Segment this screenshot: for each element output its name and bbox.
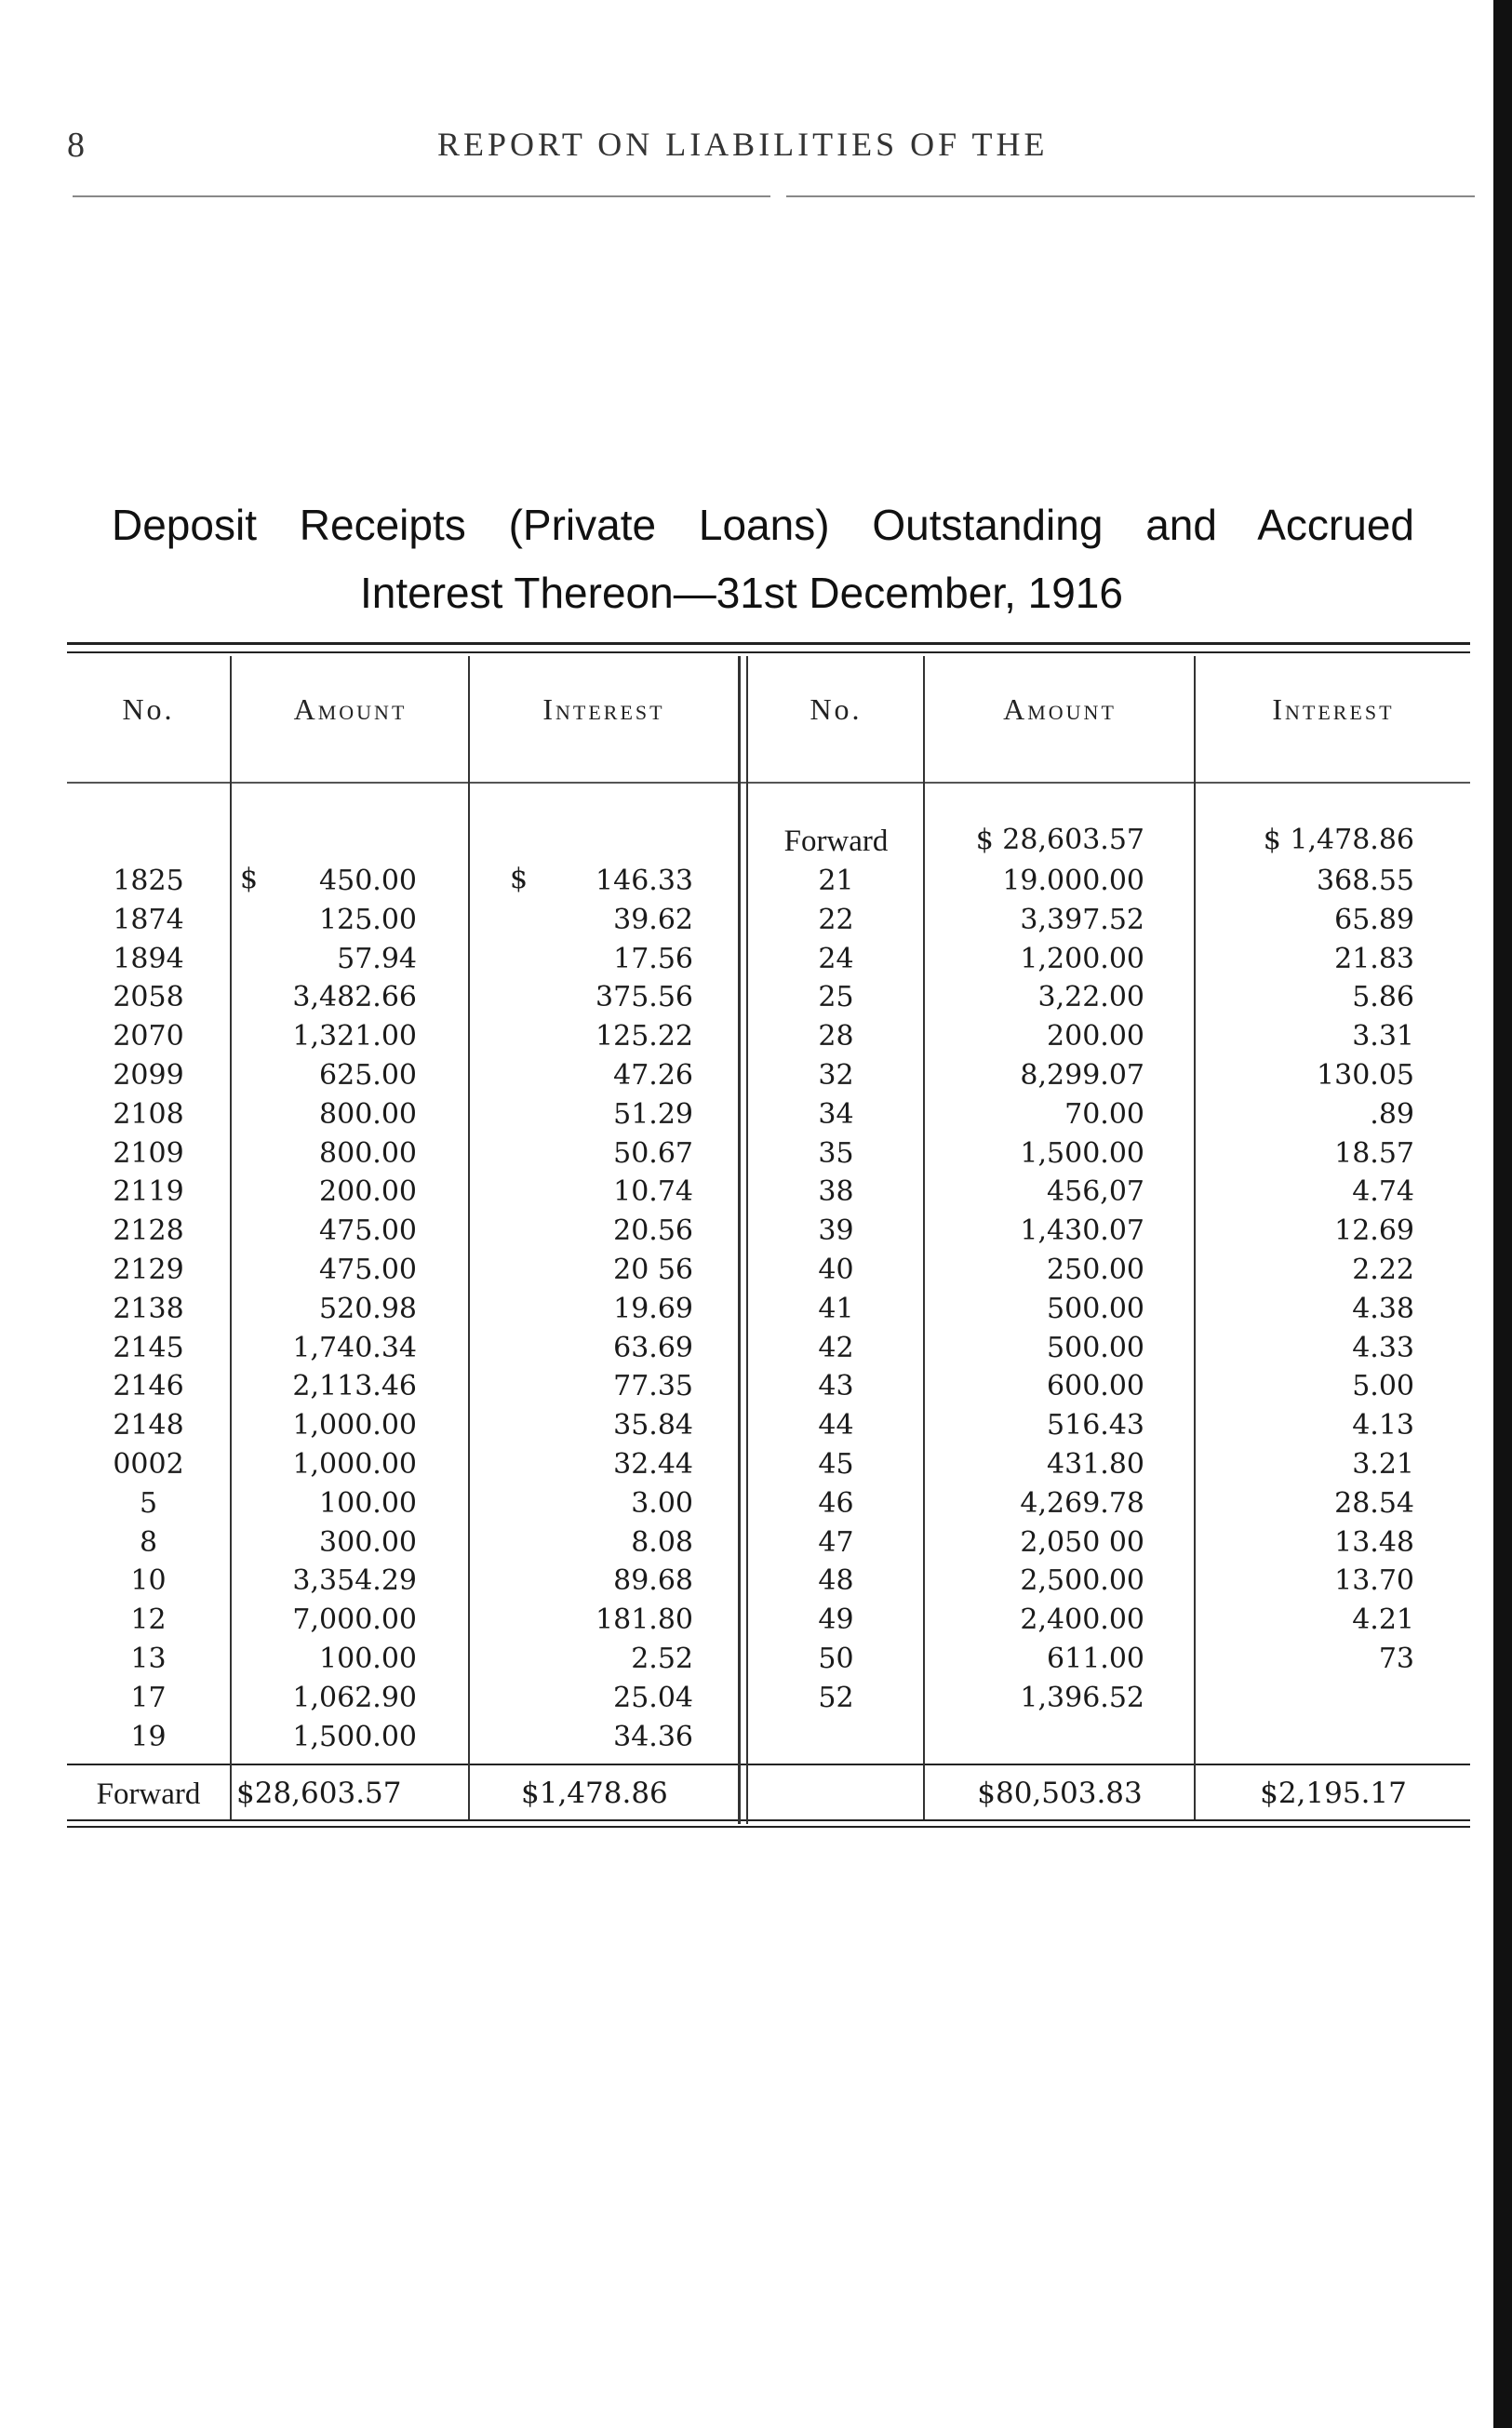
left-row-amount: 1,000.00 [292,1409,417,1442]
right-row-interest: 18.57 [1334,1137,1414,1170]
right-row-amount: 200.00 [1047,1020,1144,1053]
table-bottom-rule-2 [67,1826,1470,1828]
right-row-interest: 4.21 [1352,1603,1414,1636]
right-row-amount: 8,299.07 [1020,1059,1144,1092]
right-row-amount: 516.43 [1047,1409,1144,1442]
right-row-amount: 611.00 [1047,1643,1144,1675]
left-row-interest: 20 56 [613,1254,693,1286]
footer-label-left: Forward [96,1777,201,1811]
left-row-interest: 32.44 [613,1448,693,1481]
left-row-amount: 125.00 [319,904,417,936]
left-row-interest: 2.52 [631,1643,693,1675]
left-row-amount: 3,354.29 [292,1564,417,1597]
left-row-interest: 89.68 [613,1564,693,1597]
left-row-interest: 17.56 [613,943,693,975]
left-row-no: 1874 [113,904,184,936]
left-row-interest: 63.69 [613,1332,693,1364]
left-row-no: 8 [139,1526,158,1559]
left-row-interest: 51.29 [613,1098,693,1131]
right-row-no: 24 [818,943,854,975]
right-row-amount: 1,200.00 [1020,943,1144,975]
left-row-no: 0002 [113,1448,184,1481]
right-row-no: 21 [818,865,854,897]
left-row-interest: 50.67 [613,1137,693,1170]
left-row-no: 2070 [113,1020,184,1053]
right-row-no: 34 [818,1098,854,1131]
right-row-no: 46 [818,1487,854,1520]
left-row-amount: 1,321.00 [292,1020,417,1053]
right-row-interest: 13.70 [1334,1564,1414,1597]
left-row-no: 2108 [113,1098,184,1131]
right-row-no: 38 [818,1175,854,1208]
right-row-amount: 250.00 [1047,1254,1144,1286]
header-no-right: No. [810,692,863,726]
footer-top-rule [67,1764,1470,1765]
left-row-no: 19 [130,1721,167,1753]
running-head: REPORT ON LIABILITIES OF THE [437,126,1049,163]
left-row-amount: 2,113.46 [292,1370,417,1402]
table-title-line2: Interest Thereon—31st December, 1916 [360,569,1123,617]
right-row-amount: 456,07 [1047,1175,1144,1208]
right-row-amount: 1,396.52 [1020,1682,1144,1714]
footer-amount-right: $80,503.83 [977,1777,1143,1810]
left-row-no: 17 [130,1682,167,1714]
left-row-interest: 125.22 [595,1020,693,1053]
right-row-interest: 12.69 [1334,1214,1414,1247]
left-row-amount: 7,000.00 [292,1603,417,1636]
table-bottom-rule [67,1819,1470,1821]
right-row-interest: 65.89 [1334,904,1414,936]
right-row-no: 47 [818,1526,854,1559]
left-row-no: 1894 [113,943,184,975]
left-row-interest: 39.62 [613,904,693,936]
left-row-interest: 10.74 [613,1175,693,1208]
dollar-sign-amount: $ [240,863,259,895]
right-row-interest: 28.54 [1334,1487,1414,1520]
right-row-amount: 431.80 [1047,1448,1144,1481]
left-row-no: 10 [130,1564,167,1597]
left-row-amount: 3,482.66 [292,981,417,1013]
footer-interest-right: $2,195.17 [1260,1777,1407,1810]
right-row-no: 28 [818,1020,854,1053]
right-row-no: 50 [818,1643,854,1675]
right-row-no: 52 [818,1682,854,1714]
right-row-no: 42 [818,1332,854,1364]
left-row-interest: 375.56 [595,981,693,1013]
right-row-interest: 368.55 [1317,865,1414,897]
right-row-interest: 73 [1378,1643,1414,1675]
left-row-amount: 800.00 [319,1137,417,1170]
left-row-interest: 35.84 [613,1409,693,1442]
right-row-no: 45 [818,1448,854,1481]
right-row-interest: 3.21 [1352,1448,1414,1481]
header-no-left: No. [122,692,175,726]
left-row-no: 2129 [113,1254,184,1286]
right-row-no: 49 [818,1603,854,1636]
header-amount-left: Amount [293,692,408,726]
left-row-interest: 34.36 [613,1721,693,1753]
left-row-no: 13 [130,1643,167,1675]
left-row-amount: 1,740.34 [292,1332,417,1364]
table-title-line1: Deposit Receipts (Private Loans) Outstanding and Accrued [112,501,1414,549]
right-row-no: 22 [818,904,854,936]
forward-interest-right: $ 1,478.86 [1263,824,1414,856]
left-row-no: 2146 [113,1370,184,1402]
left-row-amount: 57.94 [337,943,417,975]
left-row-amount: 300.00 [319,1526,417,1559]
table-top-rule-2 [67,651,1470,653]
dollar-sign-interest: $ [510,863,529,895]
left-row-interest: 47.26 [613,1059,693,1092]
right-row-amount: 3,22.00 [1037,981,1144,1013]
header-bottom-rule [67,782,1470,784]
left-row-amount: 450.00 [319,865,417,897]
left-row-interest: 181.80 [595,1603,693,1636]
left-row-amount: 800.00 [319,1098,417,1131]
left-row-no: 2138 [113,1293,184,1325]
left-row-amount: 100.00 [319,1643,417,1675]
right-row-interest: 5.86 [1352,981,1414,1013]
left-row-interest: 25.04 [613,1682,693,1714]
left-row-amount: 625.00 [319,1059,417,1092]
left-row-no: 2119 [113,1175,184,1208]
right-row-interest: 4.74 [1352,1175,1414,1208]
right-row-amount: 4,269.78 [1020,1487,1144,1520]
right-row-no: 43 [818,1370,854,1402]
left-row-amount: 1,000.00 [292,1448,417,1481]
footer-amount-left: $28,603.57 [236,1777,402,1810]
left-row-no: 2145 [113,1332,184,1364]
right-row-amount: 1,500.00 [1020,1137,1144,1170]
col-divider-5 [1194,656,1196,1819]
left-row-amount: 520.98 [319,1293,417,1325]
right-row-amount: 2,400.00 [1020,1603,1144,1636]
left-row-no: 12 [130,1603,167,1636]
right-row-interest: 4.38 [1352,1293,1414,1325]
col-divider-center-a [738,656,741,1824]
right-row-amount: 3,397.52 [1020,904,1144,936]
left-row-amount: 475.00 [319,1214,417,1247]
right-row-no: 25 [818,981,854,1013]
right-row-interest: 4.13 [1352,1409,1414,1442]
right-row-amount: 1,430.07 [1020,1214,1144,1247]
right-row-no: 40 [818,1254,854,1286]
right-row-interest: 13.48 [1334,1526,1414,1559]
left-row-amount: 100.00 [319,1487,417,1520]
right-row-no: 44 [818,1409,854,1442]
left-row-interest: 146.33 [595,865,693,897]
right-row-amount: 2,500.00 [1020,1564,1144,1597]
left-row-no: 1825 [113,865,184,897]
left-row-interest: 3.00 [631,1487,693,1520]
footer-interest-left: $1,478.86 [521,1777,668,1810]
right-row-amount: 500.00 [1047,1293,1144,1325]
left-row-interest: 20.56 [613,1214,693,1247]
left-row-amount: 1,062.90 [292,1682,417,1714]
left-row-no: 2128 [113,1214,184,1247]
left-row-interest: 77.35 [613,1370,693,1402]
header-amount-right: Amount [1003,692,1117,726]
left-row-interest: 8.08 [631,1526,693,1559]
col-divider-center-b [746,656,748,1824]
left-row-amount: 475.00 [319,1254,417,1286]
right-row-amount: 600.00 [1047,1370,1144,1402]
page-number: 8 [67,126,85,165]
left-row-amount: 200.00 [319,1175,417,1208]
left-row-amount: 1,500.00 [292,1721,417,1753]
right-row-interest: 2.22 [1352,1254,1414,1286]
header-rule-left [73,195,770,197]
col-divider-4 [923,656,925,1819]
forward-amount-right: $ 28,603.57 [975,824,1144,856]
right-row-amount: 19.000.00 [1002,865,1144,897]
right-row-no: 39 [818,1214,854,1247]
forward-label-right: Forward [783,825,889,858]
right-row-interest: 21.83 [1334,943,1414,975]
right-row-no: 35 [818,1137,854,1170]
right-row-no: 41 [818,1293,854,1325]
right-row-interest: 5.00 [1352,1370,1414,1402]
right-row-amount: 70.00 [1064,1098,1144,1131]
scan-edge [1493,0,1512,2428]
right-row-no: 32 [818,1059,854,1092]
right-row-interest: 3.31 [1352,1020,1414,1053]
left-row-no: 2099 [113,1059,184,1092]
left-row-no: 2058 [113,981,184,1013]
right-row-no: 48 [818,1564,854,1597]
right-row-interest: .89 [1370,1098,1414,1131]
table-top-rule [67,642,1470,645]
right-row-interest: 130.05 [1317,1059,1414,1092]
col-divider-1 [230,656,232,1819]
right-row-interest: 4.33 [1352,1332,1414,1364]
left-row-no: 2109 [113,1137,184,1170]
header-interest-left: Interest [542,692,665,726]
left-row-interest: 19.69 [613,1293,693,1325]
right-row-amount: 500.00 [1047,1332,1144,1364]
header-interest-right: Interest [1272,692,1395,726]
left-row-no: 2148 [113,1409,184,1442]
right-row-amount: 2,050 00 [1020,1526,1144,1559]
left-row-no: 5 [139,1487,158,1520]
header-rule-right [786,195,1475,197]
